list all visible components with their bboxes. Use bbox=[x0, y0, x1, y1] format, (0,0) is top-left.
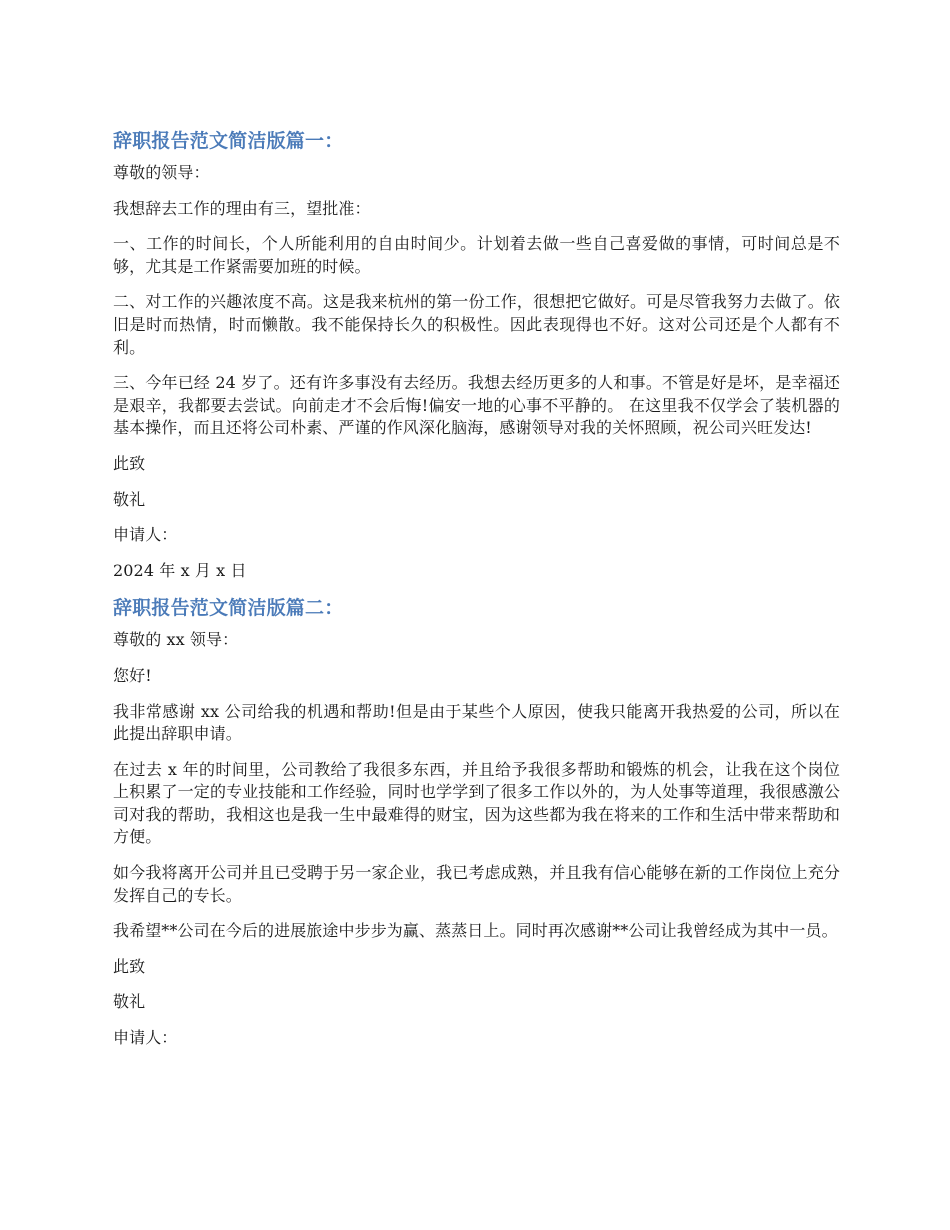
section-two-title: 辞职报告范文简洁版篇二： bbox=[113, 597, 344, 620]
reason-one-paragraph: 一、工作的时间长，个人所能利用的自由时间少。计划着去做一些自己喜爱做的事情，可时间总是不够，尤其是工作紧需要加班的时候。 bbox=[113, 234, 840, 276]
salutation: 尊敬的 xx 领导： bbox=[113, 630, 239, 650]
experience-paragraph: 在过去 x 年的时间里，公司教给了我很多东西，并且给予我很多帮助和锻炼的机会，让我在这个岗位上积累了一定的专业技能和工作经验，同时也学学到了很多工作以外的，为人处事等道理，我很感激公司对我的帮助，我相这也是我一生中最难得的财宝，因为这些都为我在将来的工作和生活中带来帮助和方便。 bbox=[113, 759, 840, 847]
thanks-paragraph: 我非常感谢 xx 公司给我的机遇和帮助!但是由于某些个人原因，使我只能离开我热爱的公司，所以在此提出辞职申请。 bbox=[113, 701, 840, 744]
date-line: 2024 年 x 月 x 日 bbox=[113, 560, 247, 580]
greeting: 您好! bbox=[113, 665, 152, 685]
applicant-line: 申请人： bbox=[113, 525, 178, 545]
closing-line: 此致 bbox=[113, 453, 146, 473]
closing-line: 此致 bbox=[113, 956, 146, 976]
regards-line: 敬礼 bbox=[113, 489, 146, 509]
wishes-paragraph: 我希望**公司在今后的进展旅途中步步为赢、蒸蒸日上。同时再次感谢**公司让我曾经成为其中一员。 bbox=[113, 921, 838, 941]
section-one-title: 辞职报告范文简洁版篇一： bbox=[113, 130, 344, 152]
reason-three-paragraph: 三、今年已经 24 岁了。还有许多事没有去经历。我想去经历更多的人和事。不管是好是坏，是幸福还是艰辛，我都要去尝试。向前走才不会后悔!偏安一地的心事不平静的。 在这里我不仅学会了装机器的基本操作，而且还将公司朴素、严谨的作风深化脑海，感谢领导对我的关怀照顾，祝公司兴旺发达! bbox=[113, 373, 840, 438]
reason-two-paragraph: 二、对工作的兴趣浓度不高。这是我来杭州的第一份工作，很想把它做好。可是尽管我努力去做了。依旧是时而热情，时而懒散。我不能保持长久的积极性。因此表现得也不好。这对公司还是个人都有不利。 bbox=[113, 292, 840, 357]
document-page bbox=[113, 126, 840, 1063]
regards-line: 敬礼 bbox=[113, 992, 146, 1012]
new-job-paragraph: 如今我将离开公司并且已受聘于另一家企业，我已考虑成熟，并且我有信心能够在新的工作岗位上充分发挥自己的专长。 bbox=[113, 863, 840, 905]
applicant-line: 申请人： bbox=[113, 1028, 178, 1048]
intro-paragraph: 我想辞去工作的理由有三，望批准： bbox=[113, 198, 371, 218]
salutation: 尊敬的领导： bbox=[113, 163, 210, 182]
